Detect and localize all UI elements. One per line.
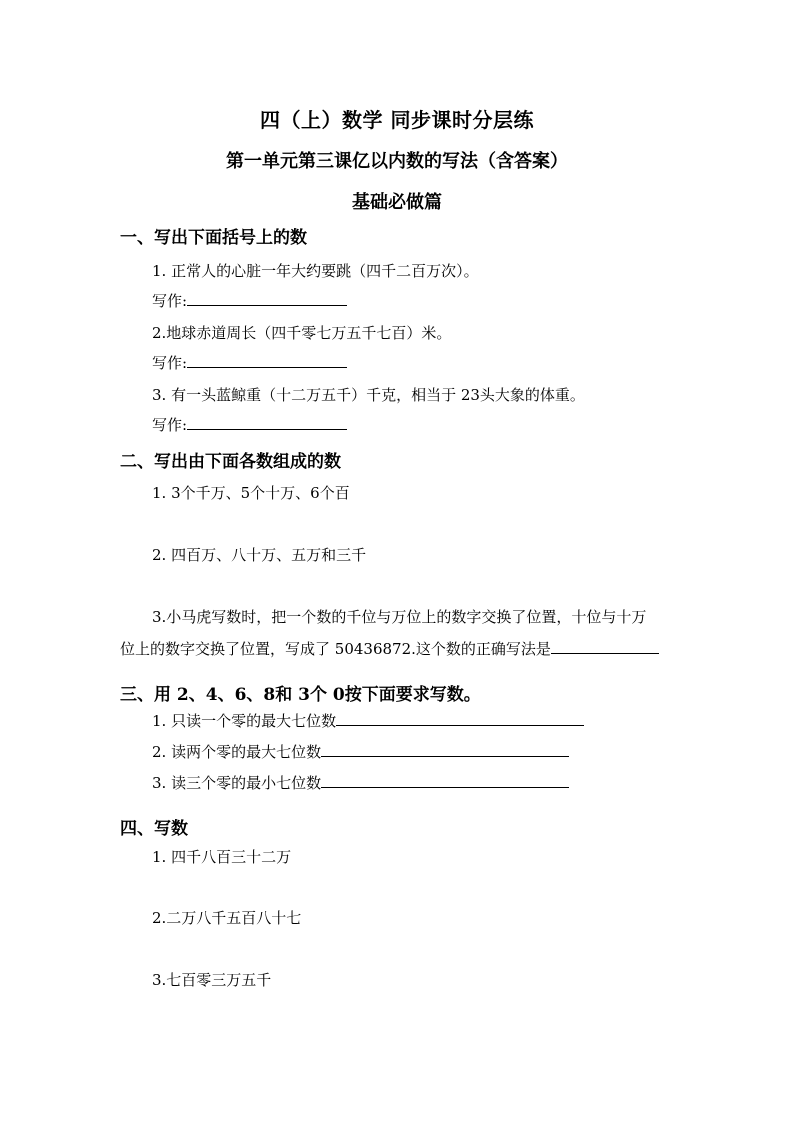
question-2-3-line1: 3.小马虎写数时，把一个数的千位与万位上的数字交换了位置，十位与十万 [152,608,647,626]
question-4-1: 1. 四千八百三十二万 [152,848,292,866]
question-4-3: 3.七百零三万五千 [152,971,272,989]
section-4-heading: 四、写数 [120,819,188,839]
answer-blank[interactable] [551,638,659,654]
question-1-3: 3. 有一头蓝鲸重（十二万五千）千克，相当于 23头大象的体重。 [152,386,585,404]
answer-blank[interactable] [321,772,569,788]
answer-blank[interactable] [187,352,347,368]
question-2-3-text: 位上的数字交换了位置，写成了 50436872.这个数的正确写法是 [120,640,551,658]
question-3-3-text: 3. 读三个零的最小七位数 [152,774,322,792]
question-3-2-text: 2. 读两个零的最大七位数 [152,743,322,761]
answer-blank[interactable] [336,710,584,726]
answer-line-1-3 [152,414,347,435]
question-2-1: 1. 3个千万、5个十万、6个百 [152,484,350,502]
question-1-2: 2.地球赤道周长（四千零七万五千七百）米。 [152,324,452,342]
question-1-1: 1. 正常人的心脏一年大约要跳（四千二百万次）。 [152,262,479,280]
question-3-2 [152,741,569,762]
answer-blank[interactable] [187,414,347,430]
question-4-2: 2.二万八千五百八十七 [152,909,302,927]
answer-label: 写作: [152,354,188,372]
answer-blank[interactable] [187,290,347,306]
section-label: 基础必做篇 [352,192,442,213]
question-2-2: 2. 四百万、八十万、五万和三千 [152,546,367,564]
answer-label: 写作: [152,416,188,434]
section-1-heading: 一、写出下面括号上的数 [120,228,307,248]
question-2-3-line2 [120,638,675,659]
question-3-1-text: 1. 只读一个零的最大七位数 [152,712,337,730]
question-3-1 [152,710,584,731]
answer-line-1-2 [152,352,347,373]
answer-line-1-1 [152,290,347,311]
document-title: 四（上）数学 同步课时分层练 [260,108,534,132]
answer-label: 写作: [152,292,188,310]
section-3-heading: 三、用 2、4、6、8和 3个 0按下面要求写数。 [120,685,481,705]
section-2-heading: 二、写出由下面各数组成的数 [120,452,341,472]
answer-blank[interactable] [321,741,569,757]
question-3-3 [152,772,569,793]
document-subtitle: 第一单元第三课亿以内数的写法（含答案） [226,151,568,172]
